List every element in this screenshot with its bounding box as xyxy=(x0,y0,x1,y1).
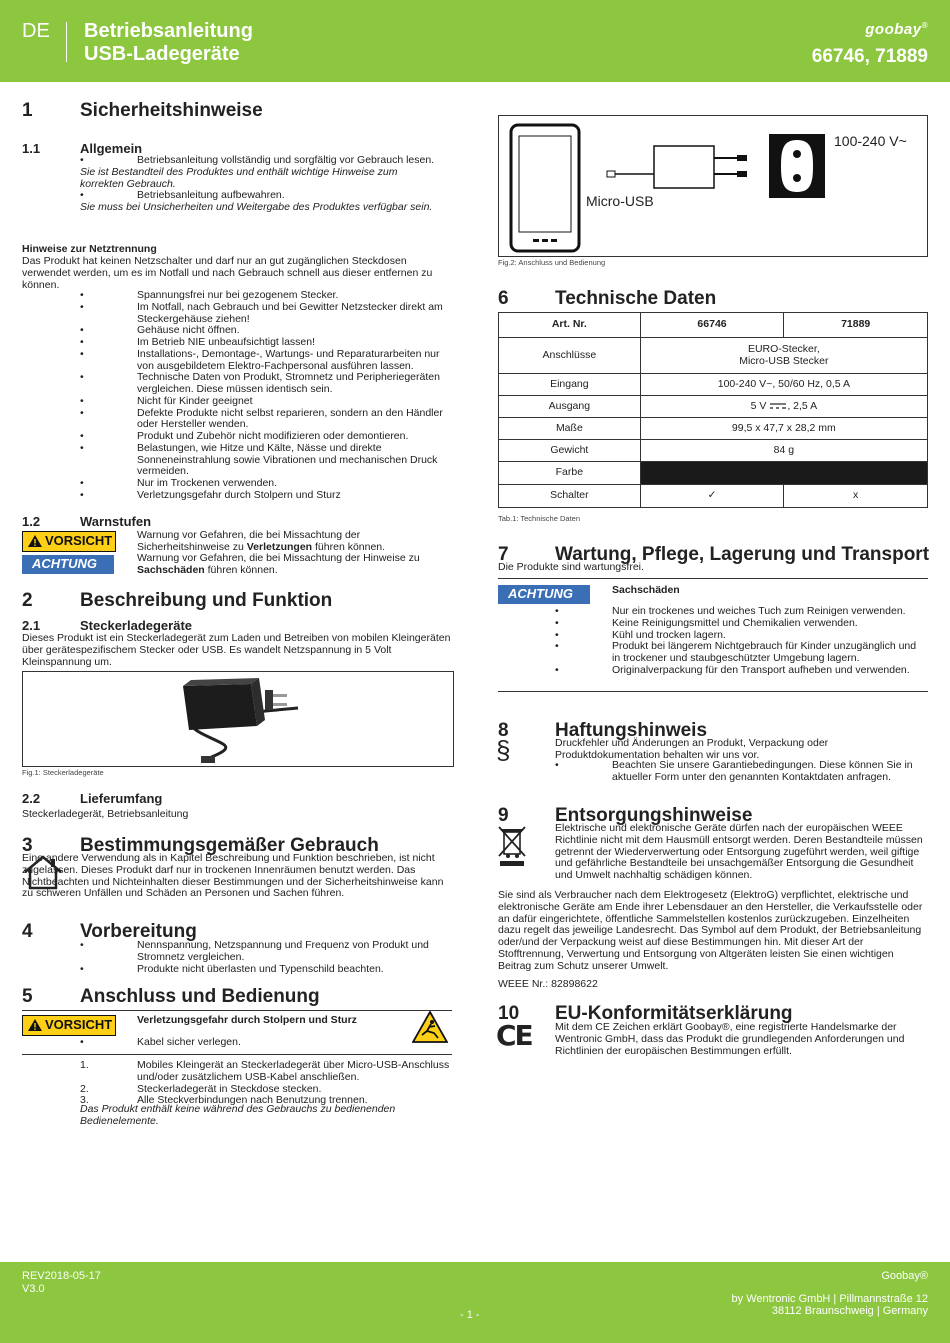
safety-list xyxy=(80,290,452,502)
list-item-text: Produkt bei längerem Nichtgebrauch für Kinder unzugänglich und in trockener und staubgeschützter Umgebung lagern. xyxy=(612,640,917,664)
bullet: • xyxy=(555,605,559,617)
section-7-rule-bottom xyxy=(498,691,928,692)
bullet: • xyxy=(80,289,84,301)
section-3-title: Bestimmungsgemäßer Gebrauch xyxy=(80,835,379,856)
section-2-1-text: Dieses Produkt ist ein Steckerladegerät zum Laden und Betreiben von mobilen Kleingeräten über gerätespezifischem Stecker oder USB. Es wandelt Netzspannung in 5 Volt Kleinspannung um. xyxy=(22,632,451,668)
brand-logo: goobay® xyxy=(865,21,928,38)
table-label-cell: Anschlüsse xyxy=(499,338,641,374)
list-item-text: Keine Reinigungsmittel und Chemikalien verwenden. xyxy=(612,616,858,629)
list-item xyxy=(80,940,452,964)
warning-triangle-icon xyxy=(27,1018,43,1032)
technical-data-table xyxy=(498,312,928,508)
header-divider xyxy=(66,22,67,62)
general-list xyxy=(80,155,440,214)
list-item xyxy=(80,372,452,396)
section-5-number: 5 xyxy=(22,986,33,1007)
list-item: • Betriebsanleitung aufbewahren. xyxy=(80,189,285,202)
section-6-number: 6 xyxy=(498,288,509,309)
list-item: • Beachten Sie unsere Garantiebedingungen. Diese können Sie in aktueller Form unter den genannten Kontaktdaten anfragen. xyxy=(555,759,913,783)
vorsicht-label: VORSICHT xyxy=(22,1015,116,1036)
bullet: • xyxy=(80,300,84,313)
list-item-text: Gehäuse nicht öffnen. xyxy=(137,324,240,337)
table-row xyxy=(499,396,928,418)
scope-of-delivery: Steckerladegerät, Betriebsanleitung xyxy=(22,808,189,820)
list-item xyxy=(555,665,927,677)
list-item-text: Kühl und trocken lagern. xyxy=(612,628,726,641)
list-item-text: Produkt und Zubehör nicht modifizieren oder demontieren. xyxy=(137,430,409,442)
section-1-2-number: 1.2 xyxy=(22,514,41,529)
page-header xyxy=(0,0,950,82)
list-item-text: Nicht für Kinder geeignet xyxy=(137,394,253,407)
page-number: - 1 - xyxy=(460,1309,480,1321)
achtung-label: ACHTUNG xyxy=(498,585,590,604)
charger-product-image xyxy=(23,672,453,766)
section-2-1-number: 2.1 xyxy=(22,618,41,633)
section-9-number: 9 xyxy=(498,805,509,826)
section-1-2-title: Warnstufen xyxy=(80,514,152,529)
section-3-number: 3 xyxy=(22,835,33,856)
list-item-text: Installations-, Demontage-, Wartungs- und Reparaturarbeiten nur von ausgebildetem Elektro-Fachpersonal ausführen lassen. xyxy=(137,347,440,372)
version: V3.0 xyxy=(22,1283,45,1295)
bullet: • xyxy=(80,477,84,489)
vorsicht-label: VORSICHT xyxy=(22,531,116,552)
company-address: by Wentronic GmbH | Pillmannstraße 12 xyxy=(731,1293,928,1305)
bullet: • xyxy=(555,616,559,629)
bullet: • xyxy=(80,324,84,337)
section-4-title: Vorbereitung xyxy=(80,921,197,942)
table-label-cell: Farbe xyxy=(499,462,641,485)
list-item-text: Produkte nicht überlasten und Typenschild beachten. xyxy=(137,962,384,975)
weee-number: WEEE Nr.: 82898622 xyxy=(498,978,598,990)
list-item: • Betriebsanleitung vollständig und sorgfältig vor Gebrauch lesen. xyxy=(80,154,435,166)
list-item-text: Defekte Produkte nicht selbst reparieren, sondern an den Händler oder Hersteller wenden. xyxy=(137,406,443,431)
section-2-1-title: Steckerladegeräte xyxy=(80,618,193,633)
dc-symbol-icon xyxy=(769,402,787,410)
section-7-rule-top xyxy=(498,578,928,579)
table-header-row xyxy=(499,313,928,338)
section-6-title: Technische Daten xyxy=(555,288,717,309)
preparation-list xyxy=(80,940,452,975)
doc-title: Betriebsanleitung xyxy=(84,20,253,42)
liability-text: Druckfehler und Änderungen an Produkt, Verpackung oder Produktdokumentation behalten wir uns vor. xyxy=(555,737,829,761)
property-damage-title: Sachschäden xyxy=(612,584,680,596)
table-caption: Tab.1: Technische Daten xyxy=(498,514,580,523)
color-swatch xyxy=(640,462,927,485)
table-label-cell: Ausgang xyxy=(499,396,641,418)
doc-subtitle: USB-Ladegeräte xyxy=(84,43,240,65)
maintenance-text: Die Produkte sind wartungsfrei. xyxy=(498,561,644,573)
section-1-title: Sicherheitshinweise xyxy=(80,100,263,121)
voltage-label: 100-240 V~ xyxy=(834,133,907,149)
warning-triangle-icon xyxy=(27,534,43,548)
table-header-cell: 66746 xyxy=(640,313,784,338)
bullet: • xyxy=(80,336,84,348)
table-row xyxy=(499,440,928,462)
operation-note: Das Produkt enthält keine während des Gebrauchs zu bedienenden Bedienelemente. xyxy=(80,1103,396,1127)
section-7-title: Wartung, Pflege, Lagerung und Transport xyxy=(555,544,930,565)
table-value-cell: 5 V , 2,5 A xyxy=(640,396,927,418)
article-numbers: 66746, 71889 xyxy=(811,46,928,67)
table-value-cell: 84 g xyxy=(640,440,927,462)
trip-hazard-list xyxy=(80,1037,452,1049)
section-1-1-title: Allgemein xyxy=(80,141,143,156)
list-item-text: Im Betrieb NIE unbeaufsichtigt lassen! xyxy=(137,336,316,348)
section-10-title: EU-Konformitätserklärung xyxy=(555,1003,793,1024)
section-8-number: 8 xyxy=(498,720,509,741)
company-city: 38112 Braunschweig | Germany xyxy=(771,1305,928,1317)
step-text: Steckerladegerät in Steckdose stecken. xyxy=(137,1082,322,1095)
list-item-text: Nennspannung, Netzspannung und Frequenz von Produkt und Stromnetz vergleichen. xyxy=(137,939,429,963)
table-row xyxy=(499,374,928,396)
list-note: Sie muss bei Unsicherheiten und Weitergabe des Produktes verfügbar sein. xyxy=(80,201,433,213)
section-7-number: 7 xyxy=(498,544,509,565)
bullet: • xyxy=(80,939,84,951)
list-item-text: Technische Daten von Produkt, Stromnetz und Peripheriegeräten vergleichen. Diese müssen identisch sein. xyxy=(137,371,440,395)
section-10-number: 10 xyxy=(498,1003,520,1024)
section-1-1-number: 1.1 xyxy=(22,141,41,156)
bullet: • xyxy=(80,430,84,442)
list-item xyxy=(80,443,452,478)
section-5-rule-top xyxy=(22,1010,452,1011)
step-number: 1. xyxy=(80,1059,89,1071)
table-label-cell: Schalter xyxy=(499,485,641,508)
bullet: • xyxy=(80,347,84,360)
table-row xyxy=(499,485,928,508)
step-number: 2. xyxy=(80,1082,89,1095)
bullet: • xyxy=(80,441,84,454)
list-item: • Kabel sicher verlegen. xyxy=(80,1036,241,1048)
section-5-title: Anschluss und Bedienung xyxy=(80,986,320,1007)
operation-steps xyxy=(80,1060,452,1107)
achtung-description: Warnung vor Gefahren, die bei Missachtung der Hinweise zu Sachschäden führen können. xyxy=(137,552,420,576)
step-text: Mobiles Kleingerät an Steckerladegerät über Micro-USB-Anschluss und/oder zusätzlichem USB-Kabel anschließen. xyxy=(137,1059,450,1083)
bullet: • xyxy=(80,406,84,419)
figure-1-caption: Fig.1: Steckerladegeräte xyxy=(22,768,104,777)
bullet: • xyxy=(80,371,84,384)
list-item-text: Im Notfall, nach Gebrauch und bei Gewitter Netzstecker direkt am Steckergehäuse ziehen! xyxy=(137,300,443,325)
step-number: 3. xyxy=(80,1094,89,1107)
table-value-cell: x xyxy=(784,485,928,508)
language-code: DE xyxy=(22,20,50,42)
brand-logo-text: goobay xyxy=(865,21,922,38)
section-2-2-number: 2.2 xyxy=(22,791,41,806)
table-row xyxy=(499,418,928,440)
bullet: • xyxy=(555,628,559,641)
disposal-text-2: Sie sind als Verbraucher nach dem Elektrogesetz (ElektroG) verpflichtet, elektrische und elektronische Geräte am Ende ihrer Lebensdauer an den Hersteller, die Verkaufsstelle oder an dafür eingerichtete, öffentliche Sammelstellen kostenlos zurückzugeben. Einzelheiten dazu regelt das jeweilige Landesrecht. Das Symbol auf dem Produkt, der Betriebsanleitung oder/und der Verpackung weist auf diese Bestimmungen hin. Mit dieser Art der Stofftrennung, Verwertung und Entsorgung von Altgeräten leisten Sie einen wichtigen Beitrag zum Schutz unserer Umwelt. xyxy=(498,889,923,972)
table-label-cell: Eingang xyxy=(499,374,641,396)
section-1-number: 1 xyxy=(22,100,33,121)
table-label-cell: Maße xyxy=(499,418,641,440)
list-item xyxy=(80,349,452,373)
list-item-text: Spannungsfrei nur bei gezogenem Stecker. xyxy=(137,289,339,301)
bullet: • xyxy=(80,394,84,407)
disconnect-heading: Hinweise zur Netztrennung xyxy=(22,243,157,255)
section-8-title: Haftungshinweis xyxy=(555,720,708,741)
intended-use-text: Eine andere Verwendung als in Kapitel Beschreibung und Funktion beschrieben, ist nicht zugelassen. Dieses Produkt darf nur in trockenen Innenräumen benutzt werden. Das Nichtbeachten und Nichteinhalten dieser Bestimmungen und der Sicherheitshinweise kann zu schweren Unfällen und Schäden an Personen und Sachen führen. xyxy=(22,852,444,900)
bullet: • xyxy=(555,640,559,653)
bullet: • xyxy=(555,663,559,676)
table-value-cell: ✓ xyxy=(640,485,784,508)
list-item xyxy=(80,1060,452,1084)
step-text: Alle Steckverbindungen nach Benutzung trennen. xyxy=(137,1094,368,1107)
list-item-text: Originalverpackung für den Transport aufheben und verwenden. xyxy=(612,663,910,676)
list-item-text: Nur im Trockenen verwenden. xyxy=(137,477,278,489)
section-2-title: Beschreibung und Funktion xyxy=(80,590,333,611)
table-row xyxy=(499,338,928,374)
disconnect-text: Das Produkt hat keinen Netzschalter und darf nur an gut zugänglichen Steckdosen verwendet werden, um es im Notfall und nach Gebrauch schnell aus dieser entfernen zu können. xyxy=(22,255,433,291)
table-value-cell: 99,5 x 47,7 x 28,2 mm xyxy=(640,418,927,440)
conformity-text: Mit dem CE Zeichen erklärt Goobay®, eine registrierte Handelsmarke der Wentronic GmbH, dass das Produkt die grundlegenden Anforderungen und Richtlinien der europäischen Bestimmungen erfüllt. xyxy=(555,1021,905,1057)
list-item xyxy=(80,964,452,976)
section-2-2-title: Lieferumfang xyxy=(80,791,163,806)
trip-hazard-title: Verletzungsgefahr durch Stolpern und Sturz xyxy=(137,1014,357,1026)
list-note: Sie ist Bestandteil des Produktes und enthält wichtige Hinweise zum korrekten Gebrauch. xyxy=(80,165,398,190)
section-2-number: 2 xyxy=(22,590,33,611)
list-item xyxy=(555,618,927,630)
revision: REV2018-05-17 xyxy=(22,1270,101,1282)
vorsicht-description: Warnung vor Gefahren, die bei Missachtung der Sicherheitshinweise zu Verletzungen führen können. xyxy=(137,529,386,553)
achtung-label: ACHTUNG xyxy=(22,555,114,574)
table-label-cell: Gewicht xyxy=(499,440,641,462)
section-4-number: 4 xyxy=(22,921,33,942)
list-item xyxy=(80,408,452,432)
table-value-cell: 100-240 V~, 50/60 Hz, 0,5 A xyxy=(640,374,927,396)
list-item xyxy=(555,641,927,665)
care-list xyxy=(555,606,927,677)
micro-usb-label: Micro-USB xyxy=(586,193,654,209)
ce-mark-icon: CE xyxy=(496,1019,532,1052)
paragraph-icon: § xyxy=(496,735,511,765)
list-item xyxy=(80,490,452,502)
list-item-text: Verletzungsgefahr durch Stolpern und Sturz xyxy=(137,488,341,501)
list-item-text: Nur ein trockenes und weiches Tuch zum Reinigen verwenden. xyxy=(612,605,906,617)
table-value-cell: EURO-Stecker, Micro-USB Stecker xyxy=(640,338,927,374)
section-9-title: Entsorgungshinweise xyxy=(555,805,753,826)
table-header-cell: Art. Nr. xyxy=(499,313,641,338)
footer-brand: Goobay® xyxy=(881,1270,928,1282)
section-5-rule-bottom xyxy=(22,1054,452,1055)
figure-1-box xyxy=(22,671,454,767)
disposal-text-1: Elektrische und elektronische Geräte dürfen nach der europäischen WEEE Richtlinie nicht mit dem Hausmüll entsorgt werden. Deren Bestandteile müssen getrennt der Wiederverwertung oder Entsorgung zugeführt werden, weil giftige und gefährliche Bestandteile bei unsachgemäßer Entsorgung die Gesundheit und Umwelt nachhaltig schädigen können. xyxy=(555,822,923,881)
page-footer xyxy=(0,1262,950,1343)
liability-list xyxy=(555,760,927,784)
bullet: • xyxy=(80,488,84,501)
table-header-cell: 71889 xyxy=(784,313,928,338)
table-row xyxy=(499,462,928,485)
figure-2-caption: Fig.2: Anschluss und Bedienung xyxy=(498,258,606,267)
bullet: • xyxy=(80,962,84,975)
list-item-text: Belastungen, wie Hitze und Kälte, Nässe und direkte Sonneneinstrahlung sowie Vibrationen und mechanischen Druck vermeiden. xyxy=(137,441,438,478)
list-item xyxy=(80,302,452,326)
